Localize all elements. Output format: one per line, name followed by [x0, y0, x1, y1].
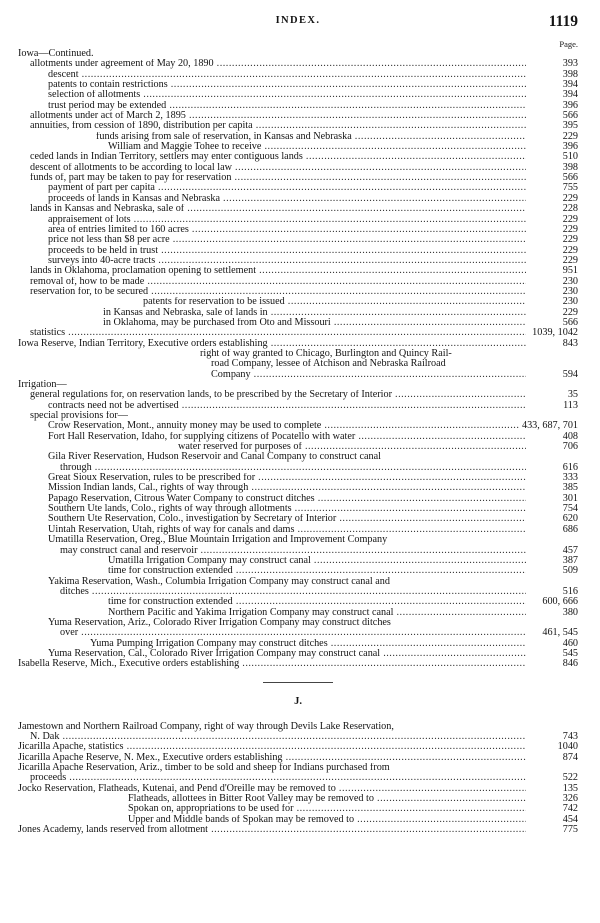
- entry-text: Jicarilla Apache Reservation, Ariz., timber to be sold and sheep for Indians purchased from: [18, 763, 390, 773]
- entry-text: in Kansas and Nebraska, sale of lands in .....: [103, 308, 526, 318]
- entry-page: 754: [560, 504, 578, 514]
- index-entry: [18, 401, 578, 411]
- entry-text: lands in Oklahoma, proclamation opening to settlement .....: [30, 266, 526, 276]
- index-entry: [18, 753, 578, 763]
- entry-page: 35: [565, 390, 578, 400]
- entry-text: removal of, how to be made .....: [30, 277, 526, 287]
- entry-page: 775: [560, 825, 578, 835]
- entry-page: 380: [560, 608, 578, 618]
- entry-page: 394: [560, 90, 578, 100]
- index-entry: [18, 514, 578, 524]
- entry-text: Southern Ute Reservation, Colo., investigation by Secretary of Interior .....: [48, 514, 526, 524]
- index-entry: [18, 370, 578, 380]
- entry-text: Umatilla Irrigation Company may construct canal .....: [108, 556, 526, 566]
- index-entry: [18, 442, 578, 452]
- entry-text: lands in Kansas and Nebraska, sale of .....: [30, 204, 526, 214]
- index-entry: [18, 742, 578, 752]
- entry-text: time for construction extended .....: [108, 566, 526, 576]
- entry-text: surveys into 40-acre tracts .....: [48, 256, 526, 266]
- index-entry: [18, 483, 578, 493]
- entry-text: ditches .....: [60, 587, 526, 597]
- index-entry: [18, 566, 578, 576]
- entry-text: Jicarilla Apache, statistics .....: [18, 742, 526, 752]
- entry-text: funds of, part may be taken to pay for reservation .....: [30, 173, 526, 183]
- entry-text: Jocko Reservation, Flatheads, Kutenai, and Pend d'Oreille may be removed to .....: [18, 784, 526, 794]
- index-entry: [18, 556, 578, 566]
- index-entry: [18, 173, 578, 183]
- index-entry: [18, 473, 578, 483]
- entry-text: Spokan on, appropriations to be used for .....: [128, 804, 526, 814]
- entry-text: Northern Pacific and Yakima Irrigation Company may construct canal .....: [108, 608, 526, 618]
- entry-page: 566: [560, 173, 578, 183]
- index-entry: [18, 463, 578, 473]
- index-entry: [18, 339, 578, 349]
- entry-page: 229: [560, 246, 578, 256]
- index-entry: [18, 380, 578, 390]
- index-entry: [18, 90, 578, 100]
- index-entry: [18, 359, 578, 369]
- index-entry: [18, 225, 578, 235]
- entry-text: N. Dak .....: [30, 732, 526, 742]
- entry-text: funds arising from sale of reservation, in Kansas and Nebraska .....: [96, 132, 526, 142]
- index-entry: [18, 256, 578, 266]
- entry-page: 433, 687, 701: [519, 421, 578, 431]
- entry-page: 394: [560, 80, 578, 90]
- entry-page: 135: [560, 784, 578, 794]
- entry-text: in Oklahoma, may be purchased from Oto and Missouri .....: [103, 318, 526, 328]
- entry-text: reservation for, to be secured .....: [30, 287, 526, 297]
- entry-page: 228: [560, 204, 578, 214]
- index-entries-j: [18, 722, 578, 836]
- entry-text: Company .....: [211, 370, 526, 380]
- index-entry: [18, 266, 578, 276]
- entry-page: 301: [560, 494, 578, 504]
- index-entry: [18, 194, 578, 204]
- index-entry: [18, 246, 578, 256]
- entry-page: 846: [560, 659, 578, 669]
- entry-text: Iowa Reserve, Indian Territory, Executive orders establishing .....: [18, 339, 526, 349]
- index-entry: [18, 504, 578, 514]
- entry-text: Fort Hall Reservation, Idaho, for supplying citizens of Pocatello with water .....: [48, 432, 526, 442]
- entry-text: annuities, from cession of 1890, distribution per capita .....: [30, 121, 526, 131]
- entry-page: 594: [560, 370, 578, 380]
- entry-page: 566: [560, 318, 578, 328]
- entry-text: may construct canal and reservoir .....: [60, 546, 526, 556]
- entry-page: 742: [560, 804, 578, 814]
- entry-text: Irrigation—: [18, 380, 67, 390]
- entry-page: 229: [560, 194, 578, 204]
- entry-text: Jamestown and Northern Railroad Company, right of way through Devils Lake Reservation,: [18, 721, 394, 732]
- index-entry: [18, 411, 578, 421]
- entry-page: 843: [560, 339, 578, 349]
- entry-page: 951: [560, 266, 578, 276]
- entry-page: 874: [560, 753, 578, 763]
- entry-page: 326: [560, 794, 578, 804]
- entry-page: 460: [560, 639, 578, 649]
- entry-page: 510: [560, 152, 578, 162]
- entry-page: 393: [560, 59, 578, 69]
- entry-page: 396: [560, 142, 578, 152]
- entry-text: selection of allotments .....: [48, 90, 526, 100]
- index-entry: [18, 59, 578, 69]
- entry-text: statistics .....: [30, 328, 526, 338]
- entry-page: 461, 545: [539, 628, 578, 638]
- index-entry: [18, 649, 578, 659]
- entry-text: Gila River Reservation, Hudson Reservoir and Canal Company to construct canal: [48, 452, 381, 463]
- entry-text: payment of part per capita .....: [48, 183, 526, 193]
- entry-text: Yakima Reservation, Wash., Columbia Irrigation Company may construct canal and: [48, 576, 390, 587]
- index-entry: [18, 308, 578, 318]
- entry-text: Jicarilla Apache Reserve, N. Mex., Executive orders establishing .....: [18, 753, 526, 763]
- index-entry: [18, 659, 578, 669]
- entry-text: allotments under agreement of May 20, 1890 .....: [30, 59, 526, 69]
- entry-page: 229: [560, 215, 578, 225]
- index-entry: [18, 163, 578, 173]
- entry-page: 229: [560, 225, 578, 235]
- index-entry: [18, 587, 578, 597]
- entry-text: allotments under act of March 2, 1895 .....: [30, 111, 526, 121]
- entry-text: Umatilla Reservation, Oreg., Blue Mountain Irrigation and Improvement Company: [48, 535, 388, 546]
- entry-page: 408: [560, 432, 578, 442]
- entry-page: 395: [560, 121, 578, 131]
- index-entry: [18, 287, 578, 297]
- entry-page: 743: [560, 732, 578, 742]
- index-entry: [18, 111, 578, 121]
- index-entry: [18, 277, 578, 287]
- entry-text: Southern Ute lands, Colo., rights of way through allotments .....: [48, 504, 526, 514]
- index-entry: [18, 815, 578, 825]
- index-entry: [18, 318, 578, 328]
- section-divider: [263, 682, 333, 683]
- index-entry: [18, 722, 578, 732]
- index-entry: [18, 215, 578, 225]
- entry-page: 454: [560, 815, 578, 825]
- entry-text: Jones Academy, lands reserved from allotment .....: [18, 825, 526, 835]
- entry-page: 230: [560, 297, 578, 307]
- index-body: [18, 40, 578, 835]
- entry-text: Papago Reservation, Citrous Water Company to construct ditches .....: [48, 494, 526, 504]
- entry-page: 398: [560, 163, 578, 173]
- entry-page: 1040: [555, 742, 578, 752]
- index-entry: [18, 773, 578, 783]
- index-entry: [18, 49, 578, 59]
- entry-text: Mission Indian lands, Cal., rights of way through .....: [48, 483, 526, 493]
- entry-text: Yuma Reservation, Cal., Colorado River Irrigation Company may construct canal .....: [48, 649, 526, 659]
- index-entry: [18, 597, 578, 607]
- index-entry: [18, 297, 578, 307]
- index-entry: [18, 494, 578, 504]
- index-entry: [18, 628, 578, 638]
- index-entry: [18, 452, 578, 462]
- entry-text: contracts need not be advertised .....: [48, 401, 526, 411]
- entry-text: Yuma Pumping Irrigation Company may construct ditches .....: [90, 639, 526, 649]
- entry-page: 516: [560, 587, 578, 597]
- entry-page: 398: [560, 70, 578, 80]
- index-entry: [18, 70, 578, 80]
- index-entry: [18, 577, 578, 587]
- page-column-label: Page.: [559, 39, 578, 49]
- entry-text: road Company, lessee of Atchison and Nebraska Railroad: [211, 359, 446, 370]
- entry-text: patents to contain restrictions .....: [48, 80, 526, 90]
- entry-text: Upper and Middle bands of Spokan may be removed to .....: [128, 815, 526, 825]
- entry-text: through .....: [60, 463, 526, 473]
- entry-text: Isabella Reserve, Mich., Executive orders establishing .....: [18, 659, 526, 669]
- entry-text: special provisions for—: [30, 411, 128, 422]
- section-heading-j: J.: [294, 695, 302, 707]
- index-entry: [18, 732, 578, 742]
- index-entry: [18, 432, 578, 442]
- index-entry: [18, 804, 578, 814]
- entry-page: 385: [560, 483, 578, 493]
- entry-page: 230: [560, 287, 578, 297]
- entry-text: water reserved for purposes of .....: [178, 442, 526, 452]
- index-entry: [18, 80, 578, 90]
- entry-text: Flatheads, allottees in Bitter Root Valley may be removed to .....: [128, 794, 526, 804]
- entry-text: Yuma Reservation, Ariz., Colorado River Irrigation Company may construct ditches: [48, 617, 391, 628]
- entry-text: Iowa—Continued.: [18, 49, 94, 59]
- entry-page: 113: [560, 401, 578, 411]
- index-entry: [18, 421, 578, 431]
- index-entry: [18, 618, 578, 628]
- index-entry: [18, 763, 578, 773]
- index-entry: [18, 328, 578, 338]
- index-entry: [18, 784, 578, 794]
- entry-page: 229: [560, 256, 578, 266]
- index-entry: [18, 546, 578, 556]
- entry-page: 509: [560, 566, 578, 576]
- entry-page: 755: [560, 183, 578, 193]
- entry-text: area of entries limited to 160 acres .....: [48, 225, 526, 235]
- entry-page: 387: [560, 556, 578, 566]
- entry-page: 706: [560, 442, 578, 452]
- entry-page: 600, 666: [539, 597, 578, 607]
- entry-text: descent of allotments to be according to local law .....: [30, 163, 526, 173]
- entry-page: 522: [560, 773, 578, 783]
- entry-page: 230: [560, 277, 578, 287]
- entry-page: 686: [560, 525, 578, 535]
- entry-text: proceeds .....: [30, 773, 526, 783]
- index-entry: [18, 121, 578, 131]
- entry-text: William and Maggie Tohee to receive .....: [108, 142, 526, 152]
- entry-text: proceeds of lands in Kansas and Nebraska .....: [48, 194, 526, 204]
- index-entry: [18, 608, 578, 618]
- entry-page: 566: [560, 111, 578, 121]
- page-number: 1119: [548, 13, 578, 30]
- entry-text: ceded lands in Indian Territory, settlers may enter contiguous lands .....: [30, 152, 526, 162]
- index-entry: [18, 235, 578, 245]
- index-entry: [18, 152, 578, 162]
- entry-page: 620: [560, 514, 578, 524]
- index-entry: [18, 183, 578, 193]
- entry-page: 333: [560, 473, 578, 483]
- index-entry: [18, 142, 578, 152]
- index-entries-i: [18, 49, 578, 670]
- entry-page: 1039, 1042: [529, 328, 578, 338]
- entry-page: 229: [560, 308, 578, 318]
- index-entry: [18, 101, 578, 111]
- entry-text: descent .....: [48, 70, 526, 80]
- entry-page: 229: [560, 132, 578, 142]
- index-entry: [18, 525, 578, 535]
- index-entry: [18, 390, 578, 400]
- entry-text: Uintah Reservation, Utah, rights of way for canals and dams .....: [48, 525, 526, 535]
- entry-page: 396: [560, 101, 578, 111]
- index-entry: [18, 535, 578, 545]
- entry-text: appraisement of lots .....: [48, 215, 526, 225]
- entry-text: trust period may be extended .....: [48, 101, 526, 111]
- index-entry: [18, 132, 578, 142]
- entry-text: proceeds to be held in trust .....: [48, 246, 526, 256]
- index-entry: [18, 204, 578, 214]
- entry-page: 229: [560, 235, 578, 245]
- entry-text: Great Sioux Reservation, rules to be prescribed for .....: [48, 473, 526, 483]
- running-title: INDEX.: [275, 15, 321, 26]
- entry-text: Crow Reservation, Mont., annuity money may be used to complete .....: [48, 421, 526, 431]
- page-header: [18, 13, 578, 31]
- entry-text: right of way granted to Chicago, Burlington and Quincy Rail-: [200, 348, 452, 359]
- index-entry: [18, 825, 578, 835]
- entry-page: 457: [560, 546, 578, 556]
- entry-text: general regulations for, on reservation lands, to be prescribed by the Secretary of Interior .....: [30, 390, 526, 400]
- entry-page: 545: [560, 649, 578, 659]
- index-entry: [18, 349, 578, 359]
- entry-text: price not less than $8 per acre .....: [48, 235, 526, 245]
- index-entry: [18, 794, 578, 804]
- entry-text: over .....: [60, 628, 526, 638]
- entry-text: time for construction extended .....: [108, 597, 526, 607]
- entry-page: 616: [560, 463, 578, 473]
- index-entry: [18, 639, 578, 649]
- entry-text: patents for reservation to be issued .....: [143, 297, 526, 307]
